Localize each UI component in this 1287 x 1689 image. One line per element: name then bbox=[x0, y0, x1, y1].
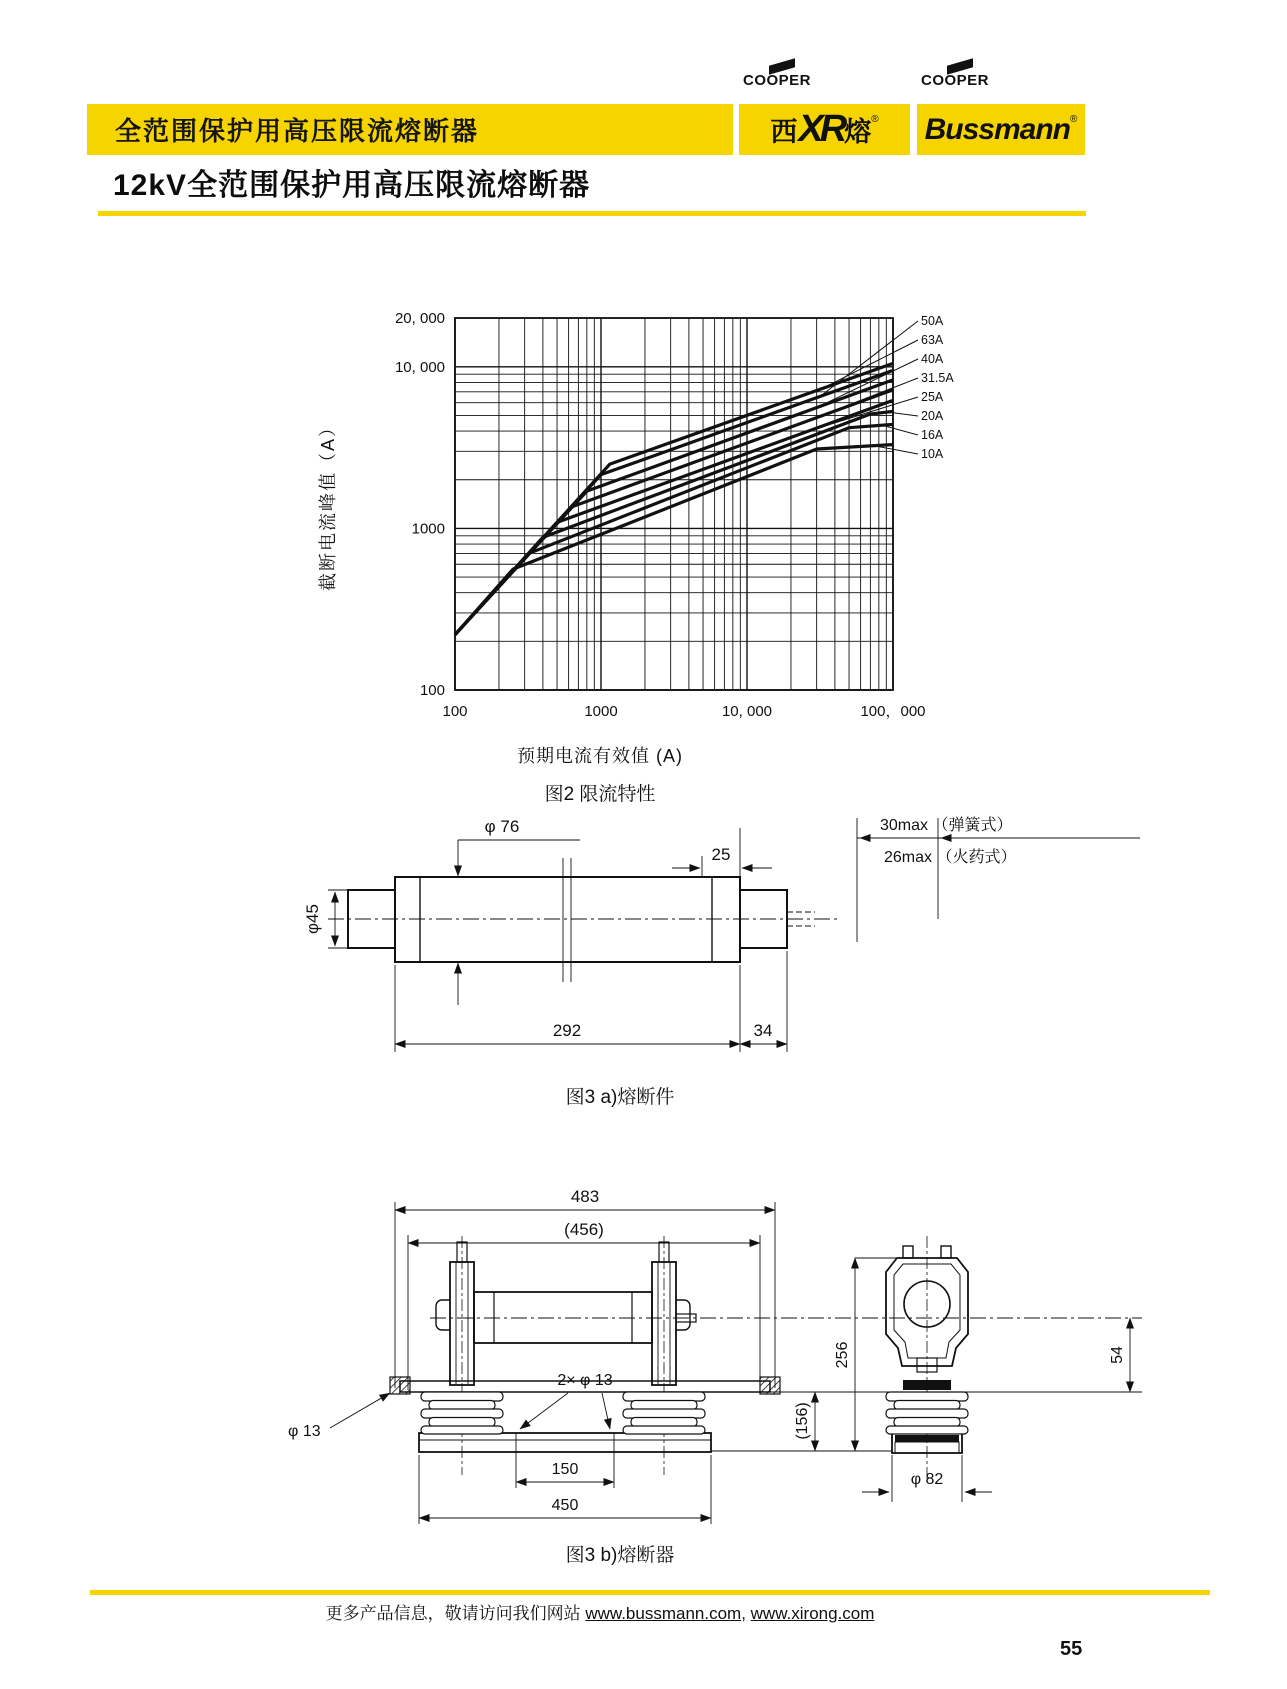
y-tick-label: 10, 000 bbox=[394, 358, 445, 376]
page-title: 12kV全范围保护用高压限流熔断器 bbox=[113, 169, 591, 202]
registered-mark: ® bbox=[1070, 114, 1078, 125]
y-tick-label: 100 bbox=[419, 682, 445, 699]
dim-label-phi45: φ45 bbox=[303, 904, 322, 934]
dim-label-34: 34 bbox=[753, 1021, 773, 1040]
curve-16A bbox=[455, 424, 893, 634]
dim-label-2x-phi13: 2× φ 13 bbox=[557, 1372, 613, 1389]
dim-label-phi13: φ 13 bbox=[288, 1423, 321, 1440]
title-rule bbox=[98, 211, 1086, 216]
registered-mark: ® bbox=[871, 114, 879, 125]
xirong-logo bbox=[739, 104, 910, 155]
rating-label-63A: 63A bbox=[921, 333, 944, 347]
fuse-holder-side-view bbox=[886, 1236, 968, 1480]
figure3b-caption: 图3 b)熔断器 bbox=[565, 1545, 675, 1566]
x-tick-label: 1000 bbox=[584, 703, 618, 720]
dim-label-450: 450 bbox=[551, 1497, 579, 1514]
y-tick-label: 20, 000 bbox=[394, 310, 445, 328]
curve-40A bbox=[455, 380, 893, 635]
x-tick-label: 10, 000 bbox=[721, 703, 773, 720]
header-bar-title: 全范围保护用高压限流熔断器 bbox=[115, 116, 480, 146]
x-tick-label: 100，000 bbox=[860, 703, 926, 720]
bussmann-logo bbox=[917, 104, 1085, 155]
header-bar bbox=[87, 104, 733, 155]
rating-label-10A: 10A bbox=[921, 447, 944, 461]
fuse-holder-dimension-lines bbox=[330, 1202, 1142, 1524]
xirong-rong: 熔 bbox=[844, 117, 872, 147]
rating-label-31.5A: 31.5A bbox=[921, 371, 954, 385]
dim-label-456: (456) bbox=[564, 1220, 604, 1239]
chart-tick-labels bbox=[395, 310, 926, 720]
fuse-holder-front-view bbox=[390, 1236, 1142, 1475]
xirong-url-link[interactable]: www.xirong.com bbox=[750, 1604, 875, 1623]
rating-label-16A: 16A bbox=[921, 428, 944, 442]
bussmann-url-link[interactable]: www.bussmann.com bbox=[585, 1604, 742, 1623]
current-limiting-chart bbox=[290, 280, 1100, 780]
curve-31.5A bbox=[455, 390, 893, 635]
rating-label-25A: 25A bbox=[921, 390, 944, 404]
curve-20A bbox=[455, 411, 893, 634]
fuse-link-drawing bbox=[280, 800, 1140, 1120]
dim-label-phi82: φ 82 bbox=[910, 1471, 944, 1488]
dim-label-25: 25 bbox=[711, 845, 731, 864]
label-leader-line bbox=[874, 446, 918, 454]
cooper-wordmark: COOPER bbox=[921, 72, 990, 89]
x-tick-label: 100 bbox=[442, 703, 468, 720]
figure3a-caption: 图3 a)熔断件 bbox=[565, 1087, 675, 1108]
rating-label-40A: 40A bbox=[921, 352, 944, 366]
bussmann-wordmark: Bussmann bbox=[924, 112, 1070, 146]
fuse-link-dimension-labels bbox=[303, 816, 1016, 1040]
insulator-side bbox=[886, 1392, 968, 1434]
cooper-logo-xirong bbox=[743, 62, 833, 89]
footer-notice-text: 更多产品信息，敬请访问我们网站 bbox=[325, 1604, 586, 1623]
cooper-wordmark: COOPER bbox=[743, 72, 812, 89]
curve-rating-labels bbox=[809, 314, 954, 461]
fuse-link-dimension-lines bbox=[328, 818, 1140, 1052]
dim-label-150: 150 bbox=[551, 1461, 579, 1478]
footer-notice bbox=[250, 1599, 950, 1624]
dim-label-54: 54 bbox=[1109, 1346, 1126, 1364]
chart-y-axis-title: 截断电流峰值（A） bbox=[318, 416, 338, 592]
xirong-xr-monogram: XR bbox=[798, 108, 844, 150]
dim-label-phi76: φ 76 bbox=[484, 817, 520, 836]
dim-label-30max: 30max （弹簧式） bbox=[880, 817, 1013, 834]
fuse-curves bbox=[455, 363, 893, 634]
curve-10A bbox=[455, 445, 893, 635]
cooper-logo-bussmann bbox=[921, 62, 1011, 89]
y-tick-label: 1000 bbox=[411, 520, 445, 538]
footer-separator: , bbox=[741, 1604, 751, 1623]
fuse-link-body bbox=[328, 858, 840, 982]
rating-label-50A: 50A bbox=[921, 314, 944, 328]
figure2-caption: 图2 限流特性 bbox=[544, 784, 656, 805]
page-number: 55 bbox=[1060, 1638, 1083, 1660]
dim-label-483: 483 bbox=[570, 1187, 600, 1206]
fuse-holder-drawing bbox=[270, 1140, 1170, 1560]
footer-rule bbox=[90, 1590, 1210, 1595]
fuse-holder-dimension-labels bbox=[288, 1187, 1126, 1514]
rating-label-20A: 20A bbox=[921, 409, 944, 423]
dim-label-292: 292 bbox=[552, 1021, 582, 1040]
label-leader-line bbox=[882, 425, 918, 435]
curve-50A bbox=[455, 370, 893, 634]
dim-label-26max: 26max （火药式） bbox=[884, 849, 1017, 866]
chart-x-axis-title: 预期电流有效值 (A) bbox=[517, 746, 683, 766]
dim-label-256: 256 bbox=[834, 1341, 851, 1369]
xirong-xi: 西 bbox=[770, 117, 798, 147]
dim-label-156: (156) bbox=[794, 1402, 811, 1440]
insulators-front bbox=[421, 1392, 705, 1434]
